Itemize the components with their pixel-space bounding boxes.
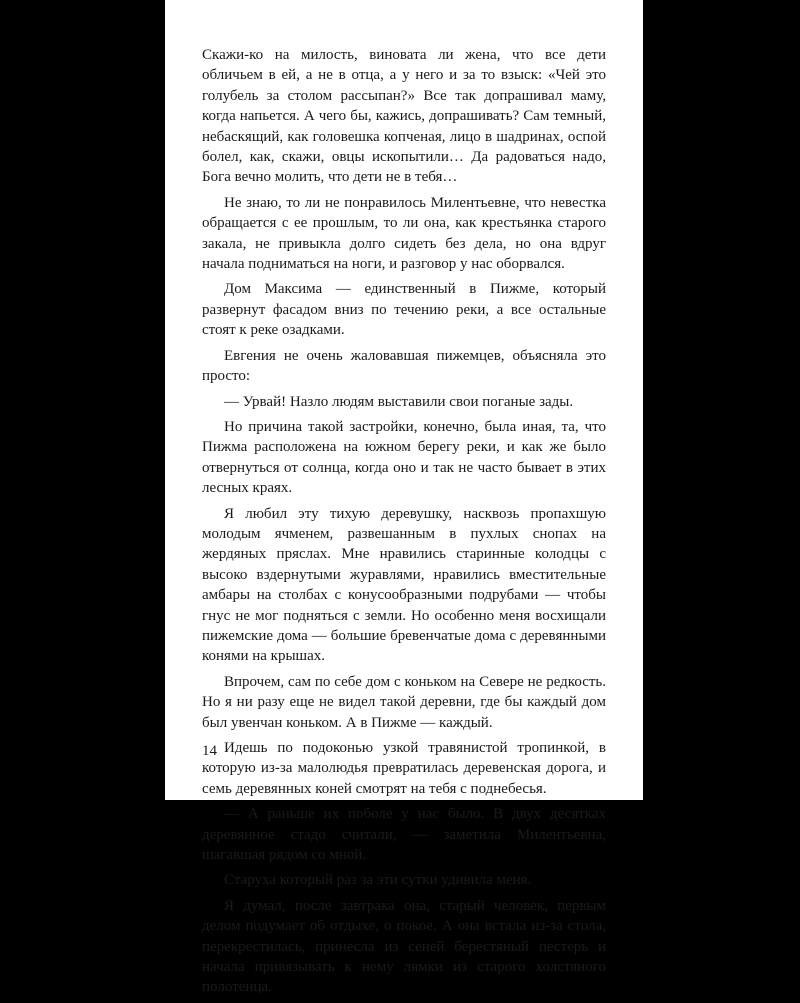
paragraph: — Урвай! Назло людям выставили свои поганые зады. — [224, 393, 574, 410]
paragraph: Евгения не очень жаловавшая пижемцев, объясняла это просто: — [202, 347, 606, 385]
paragraph: Я думал, после завтрака она, старый человек, первым делом подумает об отдыхе, о покое. А она встала из-за стола, перекрестилась, принесла из сеней берестяный пестерь и начала привязывать к нему лямки из старого холстяного полотенца. — [202, 897, 606, 996]
paragraph: Не знаю, то ли не понравилось Милентьевне, что невестка обращается с ее прошлым, то ли она, как крестьянка старого закала, не привыкла долго сидеть без дела, но она вдруг начала подниматься на ноги, и разговор у нас оборвался. — [202, 194, 606, 273]
book-page — [165, 0, 643, 996]
paragraph: Впрочем, сам по себе дом с коньком на Севере не редкость. Но я ни разу еще не видел такой деревни, где бы каждый дом был увенчан коньком. А в Пижме — каждый. — [202, 673, 606, 731]
paragraph: Идешь по подоконью узкой травянистой тропинкой, в которую из-за малолюдья превратилась деревенская дорога, и семь деревянных коней смотрят на тебя с поднебесья. — [202, 740, 606, 797]
paragraph: Старуха который раз за эти сутки удивила меня. — [224, 872, 532, 889]
paragraph: — А раньше их поболе у нас было. В двух десятках деревянное стадо считали, — заметила Милентьевна, шагавшая рядом со мной. — [202, 806, 606, 864]
paragraph: Скажи-ко на милость, виновата ли жена, что все дети обличьем в ей, а не в отца, а у него и за то взыск: «Чей это голубель за столом рассыпан?» Все так допрашивал маму, когда напьется. А чего бы, кажись, допрашивать? Сам темный, небаскящий, как головешка копченая, лицо в шадринах, оспой болел, как, скажи, овцы ископытили… Да радоваться надо, Бога вечно молить, что дети не в тебя… — [202, 47, 606, 186]
paragraph: Но причина такой застройки, конечно, была иная, та, что Пижма расположена на южном берегу реки, и как же было отвернуться от солнца, когда оно и так не часто бывает в этих лесных краях. — [202, 418, 606, 497]
paragraph: Дом Максима — единственный в Пижме, который развернут фасадом вниз по течению реки, а все остальные стоят к реке озадками. — [202, 281, 606, 339]
page-number: 14 — [202, 743, 217, 759]
paragraph: Я любил эту тихую деревушку, насквозь пропахшую молодым ячменем, развешанным в пухлых снопах на жердяных пряслах. Мне нравились старинные колодцы с высоко вздернутыми журавлями, нравились вместительные амбары на столбах с конусообразными подрубами — чтобы гнус не мог подняться с земли. Но особенно меня восхищали пижемские дома — большие бревенчатые дома с деревянными конями на крышах. — [202, 505, 606, 665]
page-text — [202, 45, 606, 1003]
